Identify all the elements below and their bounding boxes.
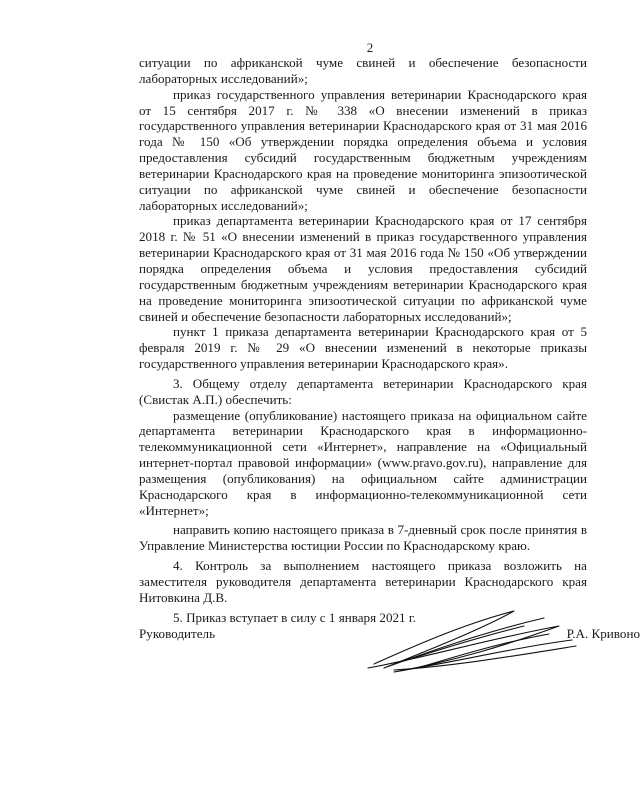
paragraph-5: 3. Общему отделу департамента ветеринарии Краснодарского края (Свистак А.П.) обеспечить: <box>139 375 587 407</box>
paragraph-2: приказ государственного управления ветеринарии Краснодарского края от 15 сентября 2017 г. № 338 «О внесении изменений в приказ государственного управления ветеринарии Краснодарского края от 31 мая 2016 года № 150 «Об утверждении порядка определения объема и условия предоставления субсидий государственным бюджетным учреждениям ветеринарии Краснодарского края на проведение мониторинга эпизоотической ситуации по африканской чуме свиней и обеспечение безопасности лабораторных исследований»; <box>139 86 587 213</box>
paragraph-8: 4. Контроль за выполнением настоящего приказа возложить на заместителя руководителя департамента ветеринарии Краснодарского края Нитовкина Д.В. <box>139 558 587 605</box>
document-body <box>139 55 587 626</box>
signature-block <box>139 606 640 676</box>
paragraph-4: пункт 1 приказа департамента ветеринарии Краснодарского края от 5 февраля 2019 г. № 29 «О внесении изменений в некоторые приказы государственного управления ветеринарии Краснодарского края». <box>139 324 587 372</box>
signatory-title: Руководитель <box>139 626 216 641</box>
paragraph-9: 5. Приказ вступает в силу с 1 января 2021 г. <box>173 609 417 625</box>
handwritten-signature <box>354 606 584 676</box>
paragraph-7: направить копию настоящего приказа в 7-дневный срок после принятия в Управление Министерства юстиции России по Краснодарскому краю. <box>139 522 587 554</box>
paragraph-6: размещение (опубликование) настоящего приказа на официальном сайте департамента ветеринарии Краснодарского края в информационно-телекоммуникационной сети «Интернет», направление на «Официальный интернет-портал правовой информации» (www.pravo.gov.ru), направление для размещения (опубликования) на официальном сайте администрации Краснодарского края в информационно-телекоммуникационной сети «Интернет»; <box>139 407 587 518</box>
signatory-name: Р.А. Кривоно <box>566 626 640 641</box>
paragraph-1: ситуации по африканской чуме свиней и обеспечение безопасности лабораторных исследований»; <box>139 55 587 86</box>
page-number: 2 <box>366 40 374 55</box>
paragraph-3: приказ департамента ветеринарии Краснодарского края от 17 сентября 2018 г. № 51 «О внесении изменений в приказ государственного управления ветеринарии Краснодарского края от 31 мая 2016 года № 150 «Об утверждении порядка определения объема и условия предоставления субсидий государственным бюджетным учреждениям ветеринарии Краснодарского края на проведение мониторинга эпизоотической ситуации по африканской чуме свиней и обеспечение безопасности лабораторных исследований»; <box>139 213 587 324</box>
